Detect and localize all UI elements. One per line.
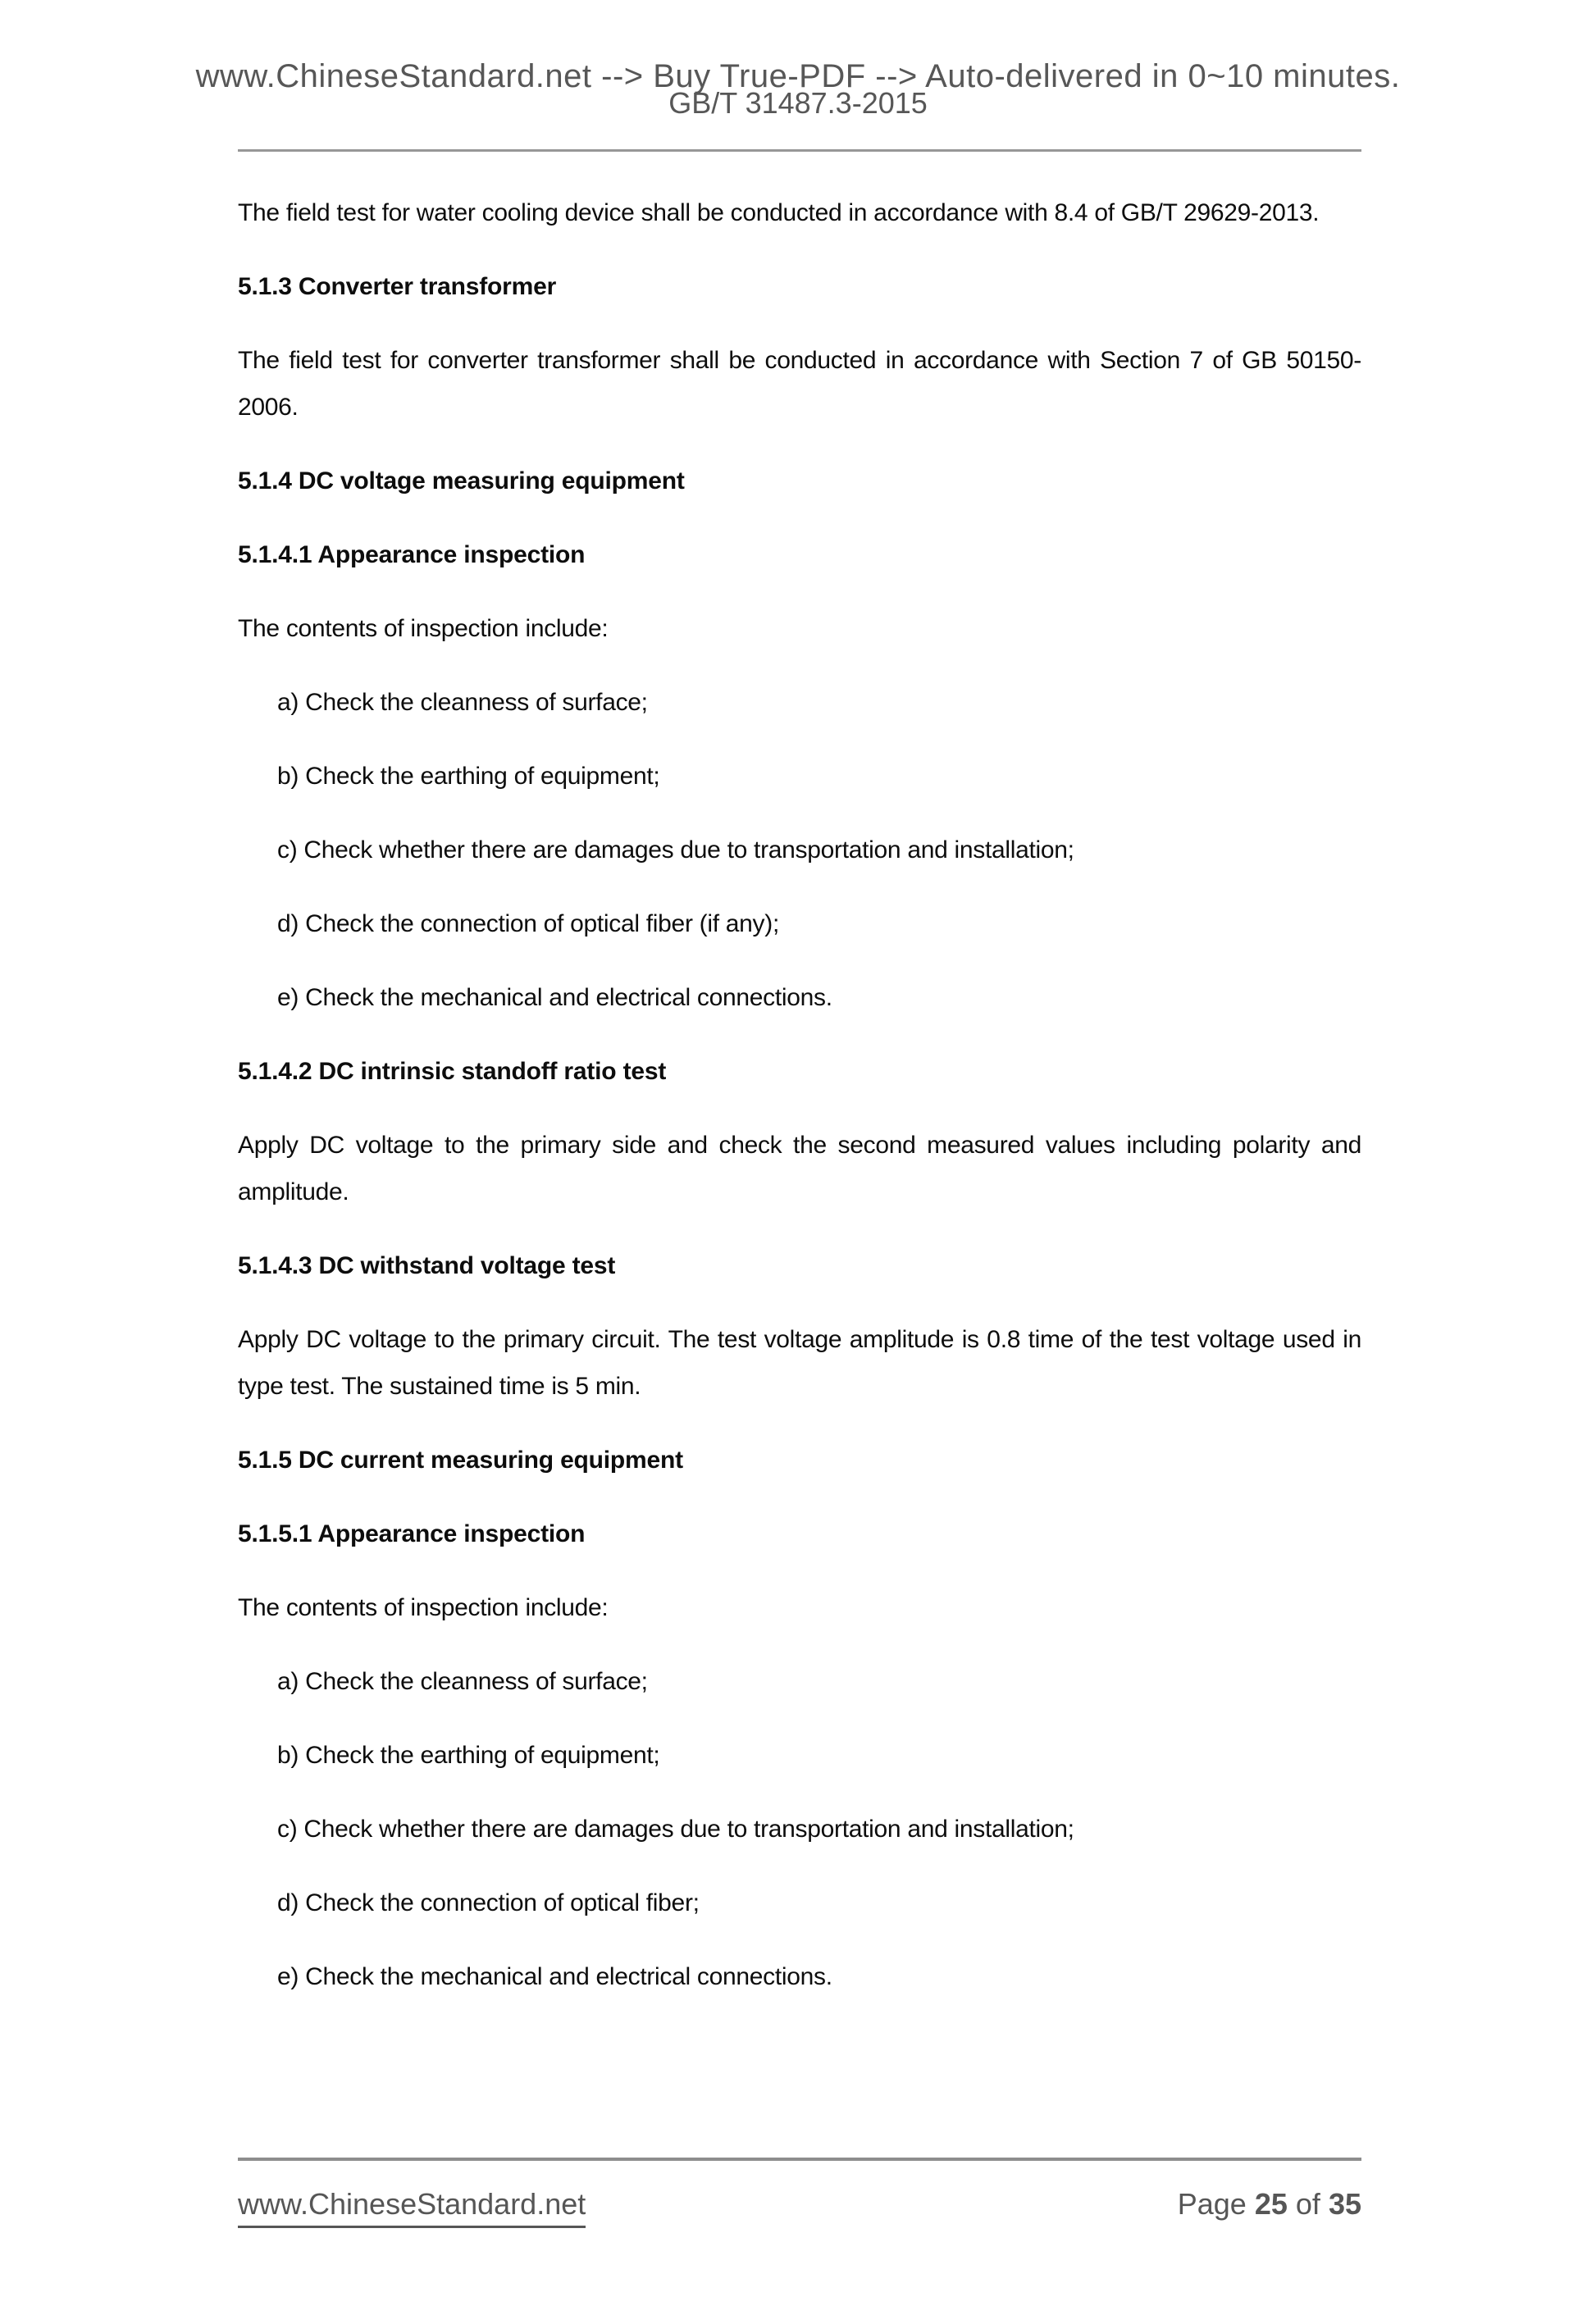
- paragraph-water-cooling-test: The field test for water cooling device shall be conducted in accordance with 8.4 of GB/T 29629-2013.: [238, 199, 1320, 226]
- paragraph-converter-transformer-test: The field test for converter transformer shall be conducted in accordance with Section 7 of GB 50150-2006.: [238, 347, 1361, 421]
- header-promo-text: www.ChineseStandard.net --> Buy True-PDF --> Auto-delivered in 0~10 minutes.: [195, 58, 1401, 94]
- list-item-c: c) Check whether there are damages due to transportation and installation;: [277, 836, 1074, 864]
- section-heading-5-1-4-1: 5.1.4.1 Appearance inspection: [238, 541, 586, 568]
- document-number: GB/T 31487.3-2015: [668, 86, 928, 120]
- section-heading-5-1-5-1: 5.1.5.1 Appearance inspection: [238, 1520, 586, 1547]
- section-heading-5-1-4-2: 5.1.4.2 DC intrinsic standoff ratio test: [238, 1058, 667, 1085]
- footer-site-link[interactable]: www.ChineseStandard.net: [238, 2185, 586, 2228]
- list-item-c: c) Check whether there are damages due to transportation and installation;: [277, 1816, 1074, 1843]
- page-indicator: [1178, 2185, 1361, 2223]
- paragraph-withstand-voltage: Apply DC voltage to the primary circuit. The test voltage amplitude is 0.8 time of the test voltage used in type test. The sustained time is 5 min.: [238, 1326, 1361, 1400]
- page-header: [0, 57, 1596, 120]
- list-item-b: b) Check the earthing of equipment;: [277, 1742, 660, 1769]
- inspection-intro: The contents of inspection include:: [238, 1594, 609, 1621]
- inspection-intro: The contents of inspection include:: [238, 615, 609, 642]
- page-footer: [238, 2158, 1361, 2228]
- header-divider: [238, 149, 1361, 152]
- pdf-page: [0, 57, 1596, 2315]
- section-heading-5-1-3: 5.1.3 Converter transformer: [238, 273, 557, 300]
- list-item-a: a) Check the cleanness of surface;: [277, 1668, 648, 1695]
- page-total-number: 35: [1328, 2187, 1361, 2221]
- list-item-b: b) Check the earthing of equipment;: [277, 763, 660, 790]
- list-item-d: d) Check the connection of optical fiber;: [277, 1889, 700, 1916]
- page-label: Page: [1177, 2187, 1247, 2221]
- list-item-d: d) Check the connection of optical fiber (if any);: [277, 910, 779, 937]
- list-item-a: a) Check the cleanness of surface;: [277, 689, 648, 716]
- list-item-e: e) Check the mechanical and electrical connections.: [277, 1963, 832, 1990]
- footer-divider: [238, 2158, 1361, 2161]
- paragraph-intrinsic-standoff: Apply DC voltage to the primary side and check the second measured values including polarity and amplitude.: [238, 1132, 1361, 1205]
- list-item-e: e) Check the mechanical and electrical connections.: [277, 984, 832, 1011]
- document-body: [238, 189, 1361, 2000]
- section-heading-5-1-5: 5.1.5 DC current measuring equipment: [238, 1447, 683, 1474]
- section-heading-5-1-4-3: 5.1.4.3 DC withstand voltage test: [238, 1252, 616, 1279]
- page-of-label: of: [1295, 2187, 1320, 2221]
- page-current-number: 25: [1254, 2187, 1288, 2221]
- section-heading-5-1-4: 5.1.4 DC voltage measuring equipment: [238, 467, 685, 494]
